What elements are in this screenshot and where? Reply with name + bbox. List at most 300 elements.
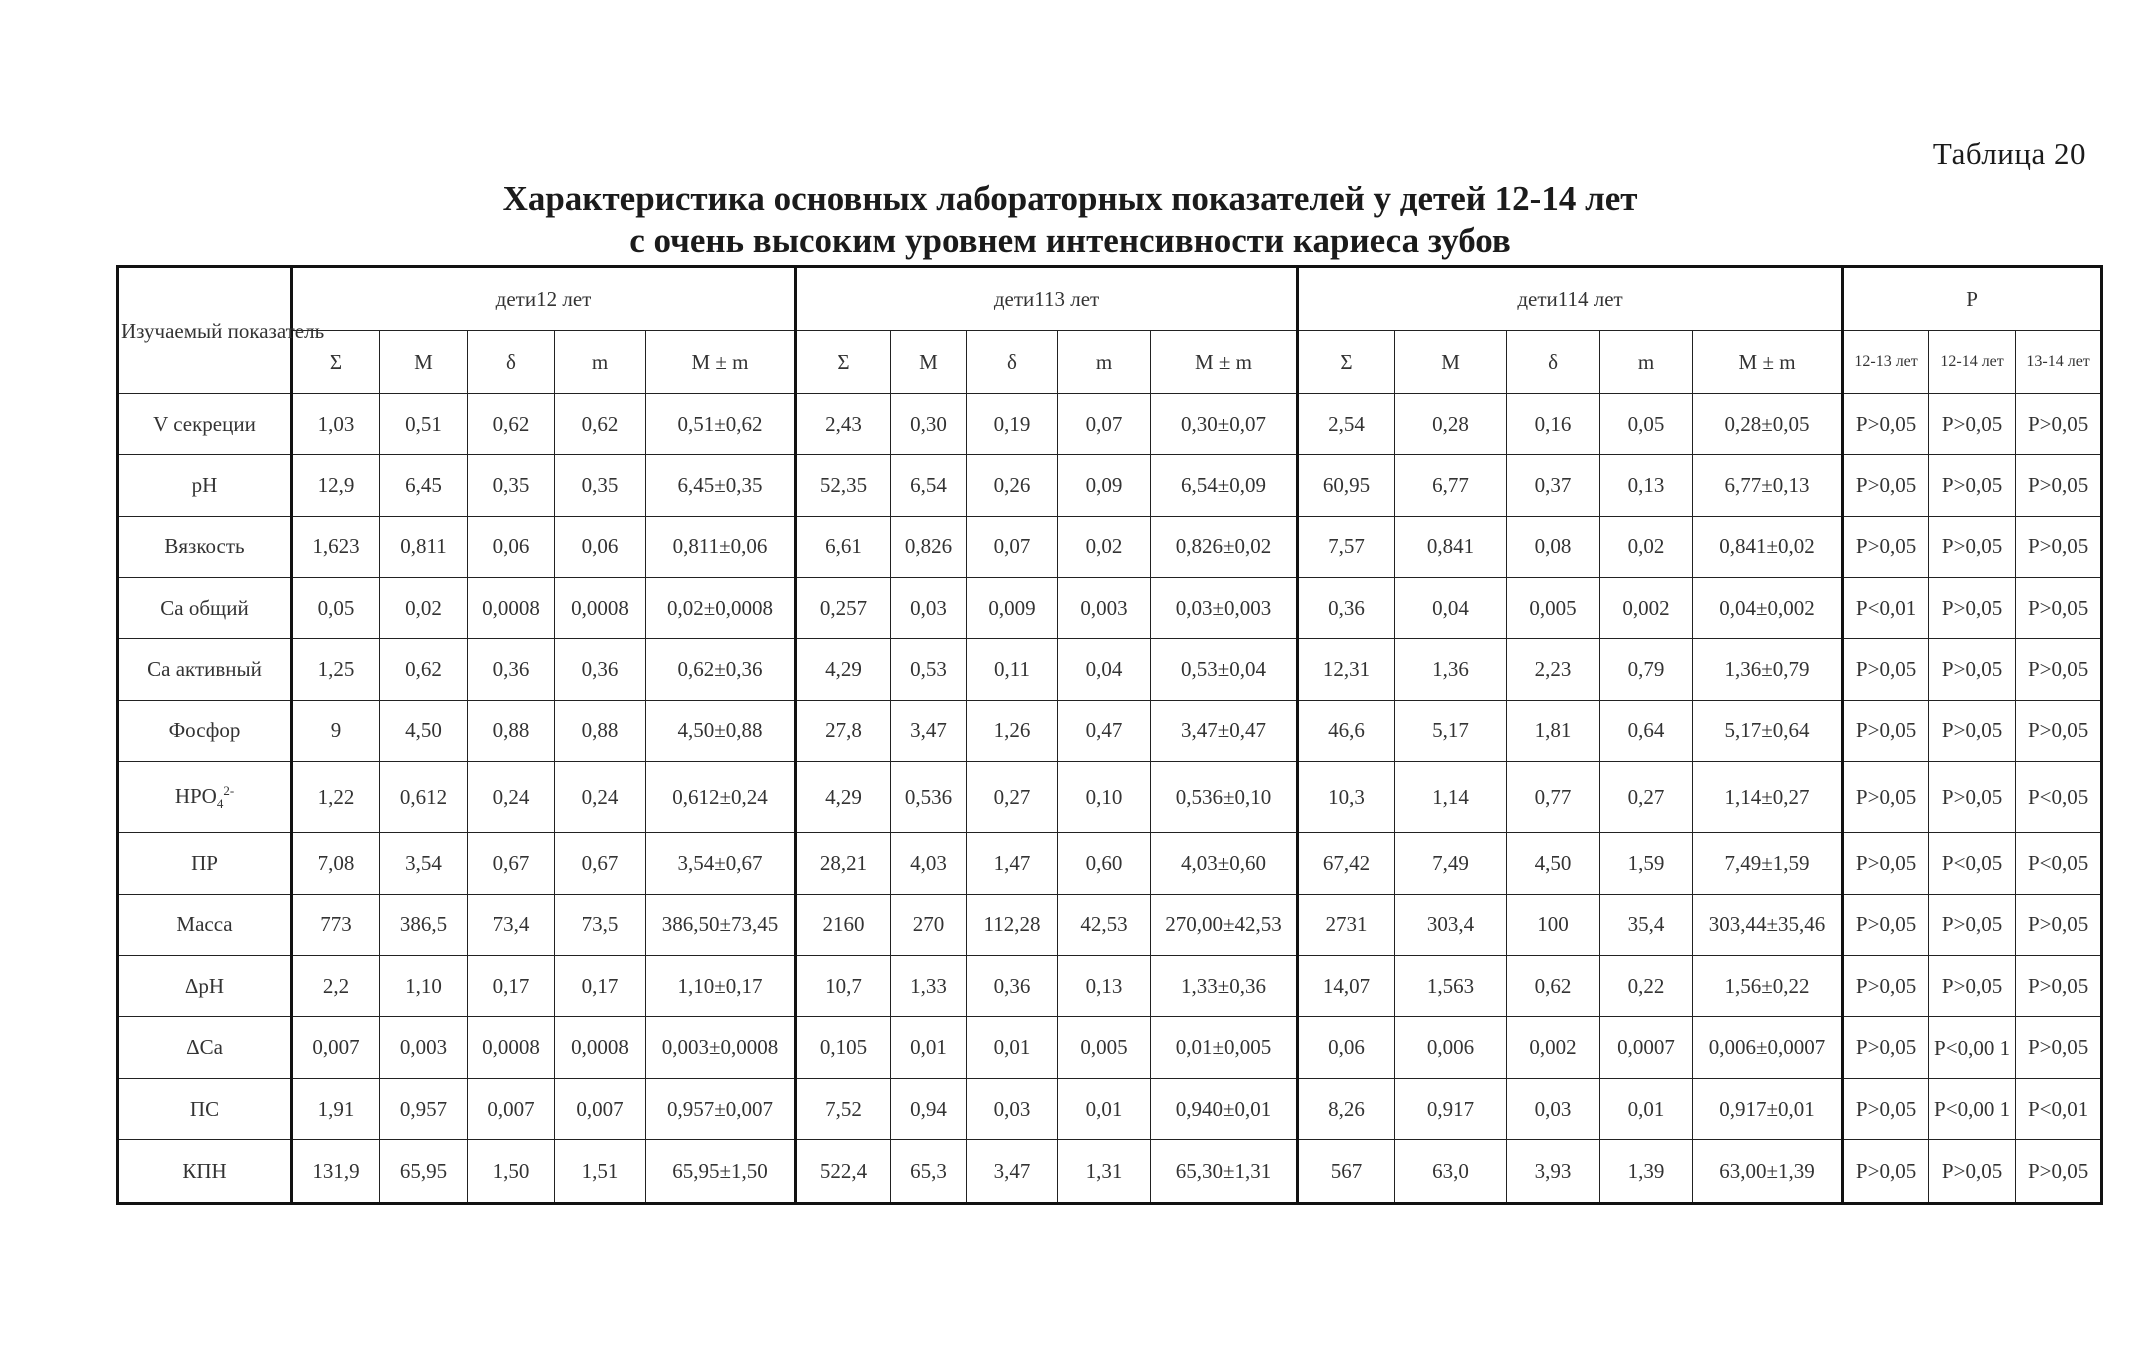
table-cell: 0,53±0,04 [1151, 639, 1298, 700]
table-cell: 1,14 [1395, 762, 1507, 833]
row-label-text: V секреции [153, 411, 256, 436]
table-row [118, 639, 2102, 700]
table-cell: 0,005 [1507, 578, 1600, 639]
table-cell: 67,42 [1298, 833, 1395, 894]
table-cell: 567 [1298, 1140, 1395, 1204]
table-cell: 131,9 [292, 1140, 380, 1204]
table-cell: 0,007 [555, 1078, 646, 1139]
table-cell: 0,0008 [468, 578, 555, 639]
table-cell: 0,19 [967, 394, 1058, 455]
table-cell: 0,37 [1507, 455, 1600, 516]
table-cell: 0,02±0,0008 [646, 578, 796, 639]
row-label [118, 1140, 292, 1204]
row-label [118, 578, 292, 639]
table-cell: 10,3 [1298, 762, 1395, 833]
table-cell: 303,4 [1395, 894, 1507, 955]
table-cell: 522,4 [796, 1140, 891, 1204]
table-cell: 6,45±0,35 [646, 455, 796, 516]
p-value-cell: P>0,05 [1929, 1140, 2016, 1204]
table-cell: 3,47 [967, 1140, 1058, 1204]
p-value-cell: P<0,01 [2016, 1078, 2102, 1139]
table-cell: 0,04 [1058, 639, 1151, 700]
table-row [118, 1078, 2102, 1139]
row-label [118, 700, 292, 761]
header-row-stats [118, 331, 2102, 394]
table-cell: 0,917±0,01 [1693, 1078, 1843, 1139]
p-value-cell: P>0,05 [1843, 700, 1929, 761]
table-cell: 0,62 [380, 639, 468, 700]
table-cell: 12,31 [1298, 639, 1395, 700]
table-cell: 42,53 [1058, 894, 1151, 955]
table-cell: 1,10 [380, 956, 468, 1017]
p-column-header: 13-14 лет [2016, 331, 2102, 394]
p-value-cell: P>0,05 [1843, 639, 1929, 700]
table-cell: 4,29 [796, 762, 891, 833]
table-cell: 0,02 [1600, 516, 1693, 577]
table-cell: 0,62±0,36 [646, 639, 796, 700]
stat-column-header: m [1058, 331, 1151, 394]
table-cell: 0,88 [555, 700, 646, 761]
table-cell: 65,3 [891, 1140, 967, 1204]
row-label-text: Са активный [147, 657, 262, 682]
table-row [118, 394, 2102, 455]
table-cell: 0,24 [468, 762, 555, 833]
table-title-line1: Характеристика основных лабораторных показателей у детей 12-14 лет [502, 179, 1638, 218]
table-cell: 65,95±1,50 [646, 1140, 796, 1204]
table-cell: 6,54 [891, 455, 967, 516]
row-label-text: КПН [182, 1158, 227, 1183]
table-cell: 4,50±0,88 [646, 700, 796, 761]
table-row [118, 516, 2102, 577]
stat-column-header: M ± m [1693, 331, 1843, 394]
table-cell: 2160 [796, 894, 891, 955]
table-row [118, 833, 2102, 894]
table-cell: 0,77 [1507, 762, 1600, 833]
p-value-cell: P>0,05 [1929, 639, 2016, 700]
row-label-text: Вязкость [164, 534, 245, 559]
stat-column-header: M [1395, 331, 1507, 394]
row-label-text: Са общий [160, 595, 249, 620]
table-cell: 0,957 [380, 1078, 468, 1139]
table-cell: 0,841±0,02 [1693, 516, 1843, 577]
table-row [118, 894, 2102, 955]
table-cell: 0,51 [380, 394, 468, 455]
p-value-cell: P>0,05 [1843, 516, 1929, 577]
table-cell: 7,49 [1395, 833, 1507, 894]
row-label-text: ΔpH [184, 973, 225, 998]
table-row [118, 1140, 2102, 1204]
table-cell: 0,06 [1298, 1017, 1395, 1078]
table-cell: 0,01 [1600, 1078, 1693, 1139]
table-cell: 0,05 [292, 578, 380, 639]
stat-column-header: Σ [292, 331, 380, 394]
table-row [118, 1017, 2102, 1078]
table-cell: 0,28±0,05 [1693, 394, 1843, 455]
p-value-cell: P>0,05 [2016, 455, 2102, 516]
table-cell: 0,30±0,07 [1151, 394, 1298, 455]
p-value-cell: P>0,05 [1929, 455, 2016, 516]
row-label-text: Фосфор [168, 718, 241, 743]
p-column-header: 12-14 лет [1929, 331, 2016, 394]
p-value-cell: P>0,05 [1843, 956, 1929, 1017]
indicator-header: Изучаемый показатель [118, 267, 292, 394]
table-cell: 0,06 [468, 516, 555, 577]
stat-column-header: M [380, 331, 468, 394]
p-value-cell: P>0,05 [1843, 833, 1929, 894]
table-cell: 60,95 [1298, 455, 1395, 516]
p-value-cell: P>0,05 [2016, 1140, 2102, 1204]
table-cell: 0,36 [555, 639, 646, 700]
table-cell: 1,563 [1395, 956, 1507, 1017]
table-cell: 0,22 [1600, 956, 1693, 1017]
row-label [118, 894, 292, 955]
table-cell: 4,03 [891, 833, 967, 894]
table-cell: 270 [891, 894, 967, 955]
table-cell: 7,49±1,59 [1693, 833, 1843, 894]
table-cell: 0,62 [555, 394, 646, 455]
table-cell: 0,67 [555, 833, 646, 894]
table-cell: 0,79 [1600, 639, 1693, 700]
row-label [118, 1017, 292, 1078]
table-cell: 386,50±73,45 [646, 894, 796, 955]
lab-indicators-table [116, 265, 2103, 1205]
table-cell: 0,811±0,06 [646, 516, 796, 577]
table-cell: 0,002 [1507, 1017, 1600, 1078]
table-cell: 0,826±0,02 [1151, 516, 1298, 577]
p-value-cell: P<0,05 [1929, 833, 2016, 894]
p-value-cell: P>0,05 [2016, 1017, 2102, 1078]
table-cell: 1,03 [292, 394, 380, 455]
stat-column-header: m [555, 331, 646, 394]
p-value-cell: P>0,05 [1929, 956, 2016, 1017]
p-value-cell: P>0,05 [1843, 1140, 1929, 1204]
table-cell: 3,47±0,47 [1151, 700, 1298, 761]
table-cell: 3,54 [380, 833, 468, 894]
table-cell: 0,0007 [1600, 1017, 1693, 1078]
table-cell: 1,31 [1058, 1140, 1151, 1204]
group-header: дети114 лет [1298, 267, 1843, 331]
table-cell: 1,36±0,79 [1693, 639, 1843, 700]
stat-column-header: M ± m [646, 331, 796, 394]
table-cell: 4,29 [796, 639, 891, 700]
table-cell: 0,007 [292, 1017, 380, 1078]
table-cell: 1,56±0,22 [1693, 956, 1843, 1017]
table-cell: 1,623 [292, 516, 380, 577]
table-cell: 27,8 [796, 700, 891, 761]
table-cell: 0,17 [468, 956, 555, 1017]
table-cell: 63,0 [1395, 1140, 1507, 1204]
row-label [118, 516, 292, 577]
table-cell: 28,21 [796, 833, 891, 894]
table-cell: 100 [1507, 894, 1600, 955]
table-cell: 5,17 [1395, 700, 1507, 761]
table-cell: 0,35 [555, 455, 646, 516]
table-row [118, 700, 2102, 761]
table-cell: 0,26 [967, 455, 1058, 516]
p-value-cell: P>0,05 [1929, 762, 2016, 833]
table-cell: 1,10±0,17 [646, 956, 796, 1017]
p-value-cell: P>0,05 [1929, 894, 2016, 955]
table-row [118, 578, 2102, 639]
table-row [118, 762, 2102, 833]
row-label-text: HPO [174, 783, 217, 808]
table-cell: 1,25 [292, 639, 380, 700]
table-title-line2: с очень высоким уровнем интенсивности кариеса зубов [629, 221, 1511, 260]
p-value-cell: P<0,05 [2016, 762, 2102, 833]
stat-column-header: δ [468, 331, 555, 394]
table-cell: 0,006±0,0007 [1693, 1017, 1843, 1078]
p-column-header: 12-13 лет [1843, 331, 1929, 394]
table-cell: 1,36 [1395, 639, 1507, 700]
table-cell: 0,94 [891, 1078, 967, 1139]
table-cell: 0,957±0,007 [646, 1078, 796, 1139]
table-cell: 7,52 [796, 1078, 891, 1139]
table-cell: 0,02 [1058, 516, 1151, 577]
table-cell: 303,44±35,46 [1693, 894, 1843, 955]
stat-column-header: Σ [796, 331, 891, 394]
table-row [118, 956, 2102, 1017]
p-value-cell: P>0,05 [1843, 762, 1929, 833]
p-value-cell: P>0,05 [1929, 394, 2016, 455]
table-cell: 0,002 [1600, 578, 1693, 639]
table-cell: 0,003 [380, 1017, 468, 1078]
table-cell: 1,26 [967, 700, 1058, 761]
table-cell: 0,536±0,10 [1151, 762, 1298, 833]
row-label-text: pH [191, 473, 218, 498]
table-cell: 5,17±0,64 [1693, 700, 1843, 761]
table-cell: 0,28 [1395, 394, 1507, 455]
table-cell: 0,01±0,005 [1151, 1017, 1298, 1078]
stat-column-header: δ [967, 331, 1058, 394]
table-cell: 0,003±0,0008 [646, 1017, 796, 1078]
table-cell: 0,62 [468, 394, 555, 455]
table-cell: 0,0008 [468, 1017, 555, 1078]
table-cell: 0,17 [555, 956, 646, 1017]
table-cell: 0,009 [967, 578, 1058, 639]
table-cell: 0,03 [891, 578, 967, 639]
table-cell: 12,9 [292, 455, 380, 516]
table-cell: 0,01 [967, 1017, 1058, 1078]
table-cell: 3,47 [891, 700, 967, 761]
table-cell: 4,03±0,60 [1151, 833, 1298, 894]
stat-column-header: M [891, 331, 967, 394]
table-cell: 2,23 [1507, 639, 1600, 700]
row-label-superscript: 2- [223, 782, 235, 798]
table-cell: 3,54±0,67 [646, 833, 796, 894]
table-cell: 14,07 [1298, 956, 1395, 1017]
table-cell: 7,08 [292, 833, 380, 894]
p-value-cell: P>0,05 [1929, 516, 2016, 577]
stat-column-header: Σ [1298, 331, 1395, 394]
table-cell: 0,612±0,24 [646, 762, 796, 833]
row-label [118, 1078, 292, 1139]
table-cell: 0,257 [796, 578, 891, 639]
table-cell: 0,841 [1395, 516, 1507, 577]
p-value-cell: P>0,05 [2016, 578, 2102, 639]
p-value-cell: P>0,05 [1843, 1017, 1929, 1078]
table-cell: 0,03 [1507, 1078, 1600, 1139]
header-row-groups [118, 267, 2102, 331]
table-cell: 3,93 [1507, 1140, 1600, 1204]
table-cell: 0,105 [796, 1017, 891, 1078]
p-value-cell: P>0,05 [2016, 956, 2102, 1017]
table-cell: 0,35 [468, 455, 555, 516]
table-cell: 0,04 [1395, 578, 1507, 639]
table-cell: 0,36 [468, 639, 555, 700]
table-cell: 46,6 [1298, 700, 1395, 761]
table-cell: 0,88 [468, 700, 555, 761]
table-cell: 1,50 [468, 1140, 555, 1204]
table-cell: 0,612 [380, 762, 468, 833]
p-value-cell: P>0,05 [1843, 894, 1929, 955]
p-value-cell: P>0,05 [2016, 894, 2102, 955]
group-header: дети113 лет [796, 267, 1298, 331]
table-cell: 1,39 [1600, 1140, 1693, 1204]
table-cell: 63,00±1,39 [1693, 1140, 1843, 1204]
table-cell: 2,2 [292, 956, 380, 1017]
table-cell: 7,57 [1298, 516, 1395, 577]
table-cell: 73,5 [555, 894, 646, 955]
row-label [118, 639, 292, 700]
table-cell: 73,4 [468, 894, 555, 955]
table-cell: 0,01 [891, 1017, 967, 1078]
table-cell: 0,10 [1058, 762, 1151, 833]
table-cell: 6,77 [1395, 455, 1507, 516]
table-cell: 0,27 [967, 762, 1058, 833]
table-cell: 0,60 [1058, 833, 1151, 894]
stat-column-header: m [1600, 331, 1693, 394]
row-label [118, 833, 292, 894]
table-cell: 0,13 [1600, 455, 1693, 516]
p-value-cell: P<0,01 [1843, 578, 1929, 639]
table-cell: 0,11 [967, 639, 1058, 700]
table-cell: 0,536 [891, 762, 967, 833]
table-cell: 0,30 [891, 394, 967, 455]
p-value-cell: P>0,05 [1929, 578, 2016, 639]
table-cell: 0,005 [1058, 1017, 1151, 1078]
table-cell: 1,33±0,36 [1151, 956, 1298, 1017]
row-label-text: ПР [191, 851, 218, 876]
table-cell: 1,14±0,27 [1693, 762, 1843, 833]
row-label-subscript: 4 [216, 795, 224, 811]
table-cell: 0,0008 [555, 1017, 646, 1078]
table-cell: 0,05 [1600, 394, 1693, 455]
row-label [118, 455, 292, 516]
table-cell: 270,00±42,53 [1151, 894, 1298, 955]
p-value-cell: P>0,05 [2016, 700, 2102, 761]
table-cell: 0,03±0,003 [1151, 578, 1298, 639]
row-label-text: ПС [189, 1096, 220, 1121]
stat-column-header: δ [1507, 331, 1600, 394]
table-cell: 4,50 [1507, 833, 1600, 894]
p-value-cell: P>0,05 [1929, 700, 2016, 761]
table-cell: 9 [292, 700, 380, 761]
p-value-cell: P<0,00 1 [1929, 1017, 2016, 1078]
p-value-cell: P>0,05 [2016, 394, 2102, 455]
table-cell: 65,30±1,31 [1151, 1140, 1298, 1204]
table-cell: 1,51 [555, 1140, 646, 1204]
table-cell: 0,917 [1395, 1078, 1507, 1139]
table-cell: 0,24 [555, 762, 646, 833]
table-cell: 0,62 [1507, 956, 1600, 1017]
table-cell: 0,01 [1058, 1078, 1151, 1139]
table-cell: 52,35 [796, 455, 891, 516]
table-cell: 2,54 [1298, 394, 1395, 455]
table-cell: 1,91 [292, 1078, 380, 1139]
p-value-cell: P>0,05 [1843, 455, 1929, 516]
table-cell: 1,81 [1507, 700, 1600, 761]
table-cell: 0,53 [891, 639, 967, 700]
row-label [118, 956, 292, 1017]
row-label-text: ΔCa [186, 1035, 223, 1060]
table-cell: 2731 [1298, 894, 1395, 955]
p-value-cell: P<0,00 1 [1929, 1078, 2016, 1139]
row-label [118, 762, 292, 833]
stat-column-header: M ± m [1151, 331, 1298, 394]
table-cell: 0,003 [1058, 578, 1151, 639]
table-cell: 0,27 [1600, 762, 1693, 833]
table-cell: 0,826 [891, 516, 967, 577]
table-cell: 773 [292, 894, 380, 955]
p-value-cell: P<0,05 [2016, 833, 2102, 894]
table-cell: 0,811 [380, 516, 468, 577]
p-value-cell: P>0,05 [2016, 516, 2102, 577]
table-cell: 0,67 [468, 833, 555, 894]
table-cell: 8,26 [1298, 1078, 1395, 1139]
table-cell: 1,33 [891, 956, 967, 1017]
table-number: Таблица 20 [1932, 136, 2086, 171]
table-cell: 0,08 [1507, 516, 1600, 577]
table-cell: 6,54±0,09 [1151, 455, 1298, 516]
table-cell: 0,16 [1507, 394, 1600, 455]
table-cell: 0,51±0,62 [646, 394, 796, 455]
table-cell: 0,64 [1600, 700, 1693, 761]
table-cell: 0,007 [468, 1078, 555, 1139]
p-value-header: P [1843, 267, 2102, 331]
group-header: дети12 лет [292, 267, 796, 331]
table-cell: 6,45 [380, 455, 468, 516]
table-cell: 1,47 [967, 833, 1058, 894]
table-cell: 0,04±0,002 [1693, 578, 1843, 639]
table-cell: 0,07 [1058, 394, 1151, 455]
table-cell: 0,36 [1298, 578, 1395, 639]
table-cell: 0,03 [967, 1078, 1058, 1139]
table-cell: 6,61 [796, 516, 891, 577]
table-cell: 65,95 [380, 1140, 468, 1204]
table-cell: 0,13 [1058, 956, 1151, 1017]
table-cell: 386,5 [380, 894, 468, 955]
p-value-cell: P>0,05 [1843, 394, 1929, 455]
table-cell: 4,50 [380, 700, 468, 761]
table-cell: 0,940±0,01 [1151, 1078, 1298, 1139]
table-cell: 0,0008 [555, 578, 646, 639]
table-cell: 0,07 [967, 516, 1058, 577]
table-cell: 10,7 [796, 956, 891, 1017]
table-cell: 0,36 [967, 956, 1058, 1017]
row-label [118, 394, 292, 455]
table-cell: 0,47 [1058, 700, 1151, 761]
p-value-cell: P>0,05 [1843, 1078, 1929, 1139]
table-cell: 1,22 [292, 762, 380, 833]
table-cell: 6,77±0,13 [1693, 455, 1843, 516]
table-cell: 1,59 [1600, 833, 1693, 894]
table-cell: 0,06 [555, 516, 646, 577]
table-row [118, 455, 2102, 516]
row-label-text: Масса [176, 912, 233, 937]
table-cell: 0,006 [1395, 1017, 1507, 1078]
table-cell: 35,4 [1600, 894, 1693, 955]
p-value-cell: P>0,05 [2016, 639, 2102, 700]
